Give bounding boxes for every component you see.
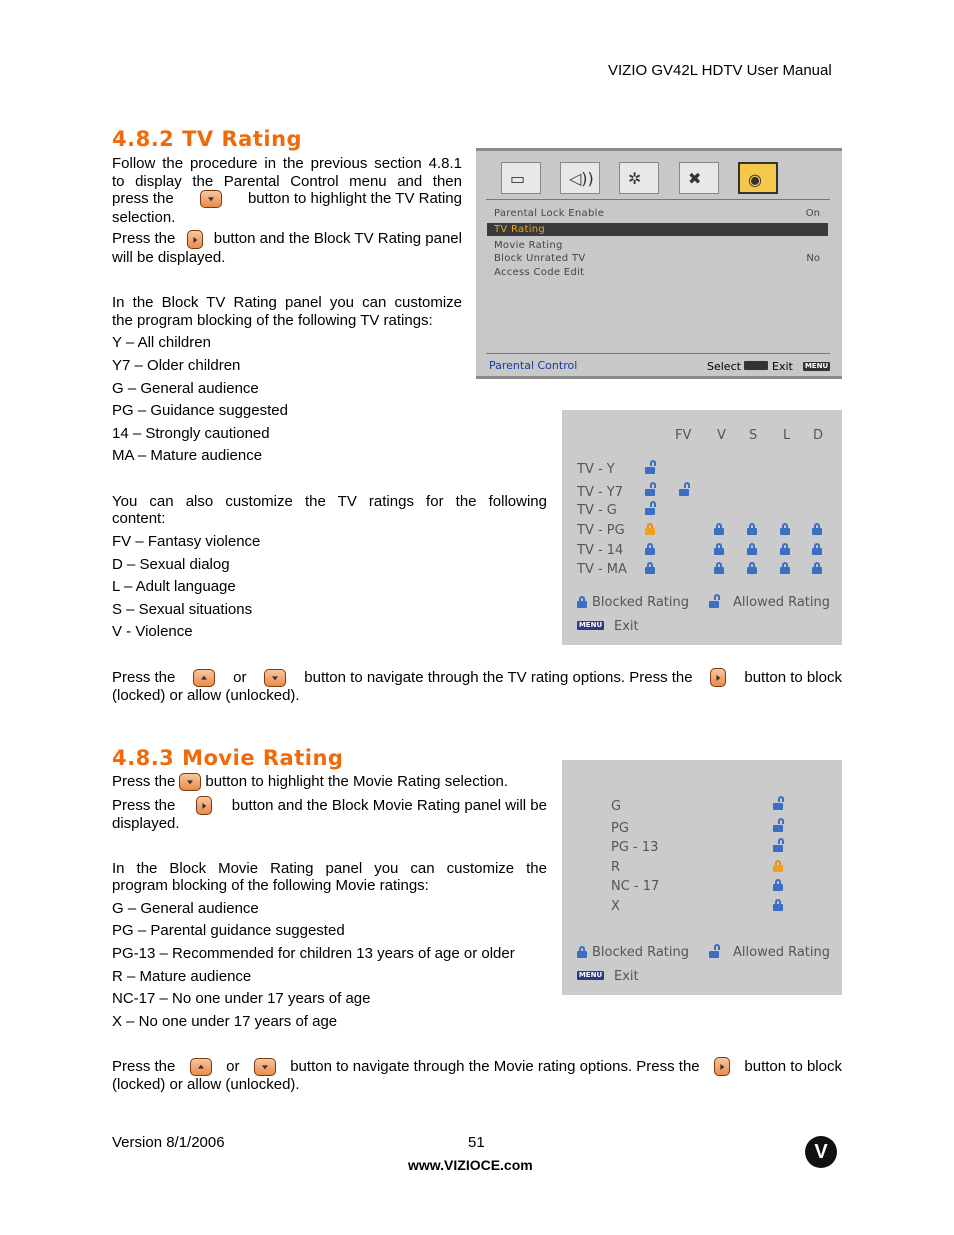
col-s: S bbox=[749, 428, 758, 443]
tv-rating-14: 14 – Strongly cautioned bbox=[112, 425, 270, 442]
osd-menu-icon: MENU bbox=[804, 362, 829, 370]
tv-rating-pg: PG – Guidance suggested bbox=[112, 402, 288, 419]
locked-icon bbox=[812, 562, 822, 574]
down-button-icon bbox=[200, 190, 222, 208]
osd-exit-label: Exit bbox=[772, 360, 793, 373]
locked-icon bbox=[780, 523, 790, 535]
tv-intro-line1: Follow the procedure in the previous section 4.8.1 bbox=[112, 155, 462, 172]
blocked-legend-icon bbox=[577, 946, 587, 958]
osd-item-tv-rating: TV Rating bbox=[494, 224, 546, 235]
locked-selected-icon bbox=[773, 860, 783, 872]
tv-rating-y: Y – All children bbox=[112, 334, 211, 351]
locked-icon bbox=[747, 562, 757, 574]
tools-icon: ✖ bbox=[679, 162, 719, 194]
tv-press-line1 bbox=[112, 230, 462, 249]
content-v: V - Violence bbox=[112, 623, 193, 640]
movie-rating-x: X – No one under 17 years of age bbox=[112, 1013, 338, 1030]
tv-nav-line1 bbox=[112, 668, 842, 687]
locked-icon bbox=[747, 523, 757, 535]
tv-nav-c: button to navigate through the TV rating options. Press the bbox=[304, 668, 693, 686]
exit-label: Exit bbox=[614, 969, 639, 984]
allowed-legend-label: Allowed Rating bbox=[733, 945, 830, 960]
unlocked-icon bbox=[645, 462, 655, 474]
movie-nav-c: button to navigate through the Movie rating options. Press the bbox=[290, 1057, 700, 1075]
gear-icon: ✲ bbox=[619, 162, 659, 194]
movie-intro-a: Press the bbox=[112, 773, 176, 790]
col-l: L bbox=[783, 428, 791, 443]
content-d: D – Sexual dialog bbox=[112, 556, 230, 573]
col-fv: FV bbox=[675, 428, 692, 443]
locked-icon bbox=[645, 562, 655, 574]
movie-nav-line2: (locked) or allow (unlocked). bbox=[112, 1076, 300, 1093]
tv-content-line2: content: bbox=[112, 510, 166, 527]
movie-rating-r: R – Mature audience bbox=[112, 968, 252, 985]
allowed-legend-icon bbox=[709, 946, 719, 958]
movie-intro-b: button to highlight the Movie Rating selection. bbox=[205, 773, 509, 790]
locked-selected-icon bbox=[645, 523, 655, 535]
tv-intro-line4: selection. bbox=[112, 209, 176, 226]
movie-press-line1 bbox=[112, 796, 547, 815]
vizio-logo-icon bbox=[805, 1136, 837, 1168]
locked-icon bbox=[812, 543, 822, 555]
tv-rating-ma: MA – Mature audience bbox=[112, 447, 263, 464]
osd-val-parental-lock: On bbox=[805, 208, 820, 219]
right-button-icon bbox=[710, 668, 726, 687]
movie-row-pg: PG bbox=[611, 821, 629, 836]
allowed-legend-label: Allowed Rating bbox=[733, 595, 830, 610]
down-button-icon bbox=[254, 1058, 276, 1076]
osd-item-movie-rating: Movie Rating bbox=[494, 240, 563, 251]
movie-press-a: Press the bbox=[112, 796, 176, 814]
website-url: www.VIZIOCE.com bbox=[408, 1157, 533, 1173]
movie-nav-a: Press the bbox=[112, 1057, 176, 1075]
blocked-legend-label: Blocked Rating bbox=[592, 595, 689, 610]
osd-item-parental-lock: Parental Lock Enable bbox=[494, 208, 605, 219]
movie-row-r: R bbox=[611, 860, 621, 875]
tv-icon: ▭ bbox=[501, 162, 541, 194]
col-v: V bbox=[717, 428, 726, 443]
movie-rating-heading: 4.8.3 Movie Rating bbox=[112, 746, 344, 770]
movie-rating-g: G – General audience bbox=[112, 900, 259, 917]
movie-row-x: X bbox=[611, 899, 620, 914]
manual-title: VIZIO GV42L HDTV User Manual bbox=[608, 62, 832, 79]
vizio-logo-letter: V bbox=[814, 1141, 828, 1163]
movie-nav-line1 bbox=[112, 1057, 842, 1076]
row-tv-y: TV - Y bbox=[577, 462, 615, 477]
right-button-icon bbox=[714, 1057, 730, 1076]
down-button-icon bbox=[264, 669, 286, 687]
tv-block-line2: the program blocking of the following TV ratings: bbox=[112, 312, 433, 329]
locked-icon bbox=[773, 879, 783, 891]
movie-rating-nc17: NC-17 – No one under 17 years of age bbox=[112, 990, 371, 1007]
unlocked-icon bbox=[773, 840, 783, 852]
content-l: L – Adult language bbox=[112, 578, 236, 595]
content-s: S – Sexual situations bbox=[112, 601, 253, 618]
tv-intro-line3a: press the bbox=[112, 190, 174, 207]
tv-block-line1: In the Block TV Rating panel you can customize bbox=[112, 294, 462, 311]
osd-select-arrows-icon bbox=[744, 361, 768, 370]
allowed-legend-icon bbox=[709, 596, 719, 608]
locked-icon bbox=[714, 543, 724, 555]
unlocked-icon bbox=[645, 484, 655, 496]
movie-row-pg13: PG - 13 bbox=[611, 840, 659, 855]
down-button-icon bbox=[179, 773, 201, 791]
tv-press-line1a: Press the bbox=[112, 230, 176, 247]
blocked-legend-icon bbox=[577, 596, 587, 608]
tv-press-line2: will be displayed. bbox=[112, 249, 226, 266]
unlocked-icon bbox=[773, 798, 783, 810]
movie-block-line2: program blocking of the following Movie ratings: bbox=[112, 877, 429, 894]
movie-press-b: button and the Block Movie Rating panel will be bbox=[231, 796, 547, 814]
exit-label: Exit bbox=[614, 619, 639, 634]
osd-select-label: Select bbox=[707, 360, 741, 373]
unlocked-icon bbox=[679, 484, 689, 496]
right-button-icon bbox=[196, 796, 212, 815]
movie-intro-line bbox=[112, 773, 547, 791]
movie-press-line2: displayed. bbox=[112, 815, 180, 832]
tv-intro-line3b: button to highlight the TV Rating bbox=[247, 190, 462, 207]
version-label: Version 8/1/2006 bbox=[112, 1134, 225, 1151]
locked-icon bbox=[812, 523, 822, 535]
movie-rating-pg13: PG-13 – Recommended for children 13 years of age or older bbox=[112, 945, 515, 962]
locked-icon bbox=[714, 562, 724, 574]
osd-item-block-unrated: Block Unrated TV bbox=[494, 253, 586, 264]
movie-block-line1: In the Block Movie Rating panel you can customize the bbox=[112, 860, 547, 877]
locked-icon bbox=[747, 543, 757, 555]
speaker-icon: ◁)) bbox=[560, 162, 600, 194]
row-tv-y7: TV - Y7 bbox=[577, 485, 624, 500]
row-tv-pg: TV - PG bbox=[577, 523, 625, 538]
tv-press-line1b: button and the Block TV Rating panel bbox=[213, 230, 462, 247]
block-tv-rating-panel bbox=[562, 410, 842, 645]
parental-control-osd bbox=[476, 148, 842, 379]
tv-nav-d: button to block bbox=[744, 668, 842, 686]
locked-icon bbox=[773, 899, 783, 911]
movie-rating-pg: PG – Parental guidance suggested bbox=[112, 922, 345, 939]
osd-val-block-unrated: No bbox=[806, 253, 820, 264]
unlocked-icon bbox=[773, 820, 783, 832]
tv-nav-line2: (locked) or allow (unlocked). bbox=[112, 687, 300, 704]
row-tv-14: TV - 14 bbox=[577, 543, 624, 558]
blocked-legend-label: Blocked Rating bbox=[592, 945, 689, 960]
up-button-icon bbox=[190, 1058, 212, 1076]
row-tv-g: TV - G bbox=[577, 503, 617, 518]
osd-divider-bottom bbox=[486, 353, 830, 354]
osd-divider-top bbox=[486, 199, 830, 200]
locked-icon bbox=[714, 523, 724, 535]
block-movie-rating-panel bbox=[562, 760, 842, 995]
movie-nav-b: or bbox=[226, 1057, 240, 1075]
menu-icon: MENU bbox=[578, 621, 603, 629]
tv-nav-a: Press the bbox=[112, 668, 176, 686]
parental-shield-icon: ◉ bbox=[738, 162, 778, 194]
row-tv-ma: TV - MA bbox=[577, 562, 627, 577]
osd-item-access-code: Access Code Edit bbox=[494, 267, 585, 278]
locked-icon bbox=[645, 543, 655, 555]
up-button-icon bbox=[193, 669, 215, 687]
tv-rating-y7: Y7 – Older children bbox=[112, 357, 241, 374]
content-fv: FV – Fantasy violence bbox=[112, 533, 261, 550]
movie-row-g: G bbox=[611, 799, 622, 814]
locked-icon bbox=[780, 543, 790, 555]
osd-footer-title: Parental Control bbox=[489, 359, 578, 372]
locked-icon bbox=[780, 562, 790, 574]
tv-rating-heading: 4.8.2 TV Rating bbox=[112, 127, 303, 151]
tv-rating-g: G – General audience bbox=[112, 380, 259, 397]
unlocked-icon bbox=[645, 503, 655, 515]
tv-nav-b: or bbox=[233, 668, 247, 686]
tv-content-line1: You can also customize the TV ratings for the following bbox=[112, 493, 547, 510]
right-button-icon bbox=[187, 230, 203, 249]
page-number: 51 bbox=[468, 1134, 485, 1151]
menu-icon: MENU bbox=[578, 971, 603, 979]
col-d: D bbox=[813, 428, 824, 443]
tv-intro-line2: to display the Parental Control menu and then bbox=[112, 173, 462, 190]
tv-intro-line3 bbox=[112, 190, 462, 208]
movie-nav-d: button to block bbox=[744, 1057, 842, 1075]
movie-row-nc17: NC - 17 bbox=[611, 879, 660, 894]
